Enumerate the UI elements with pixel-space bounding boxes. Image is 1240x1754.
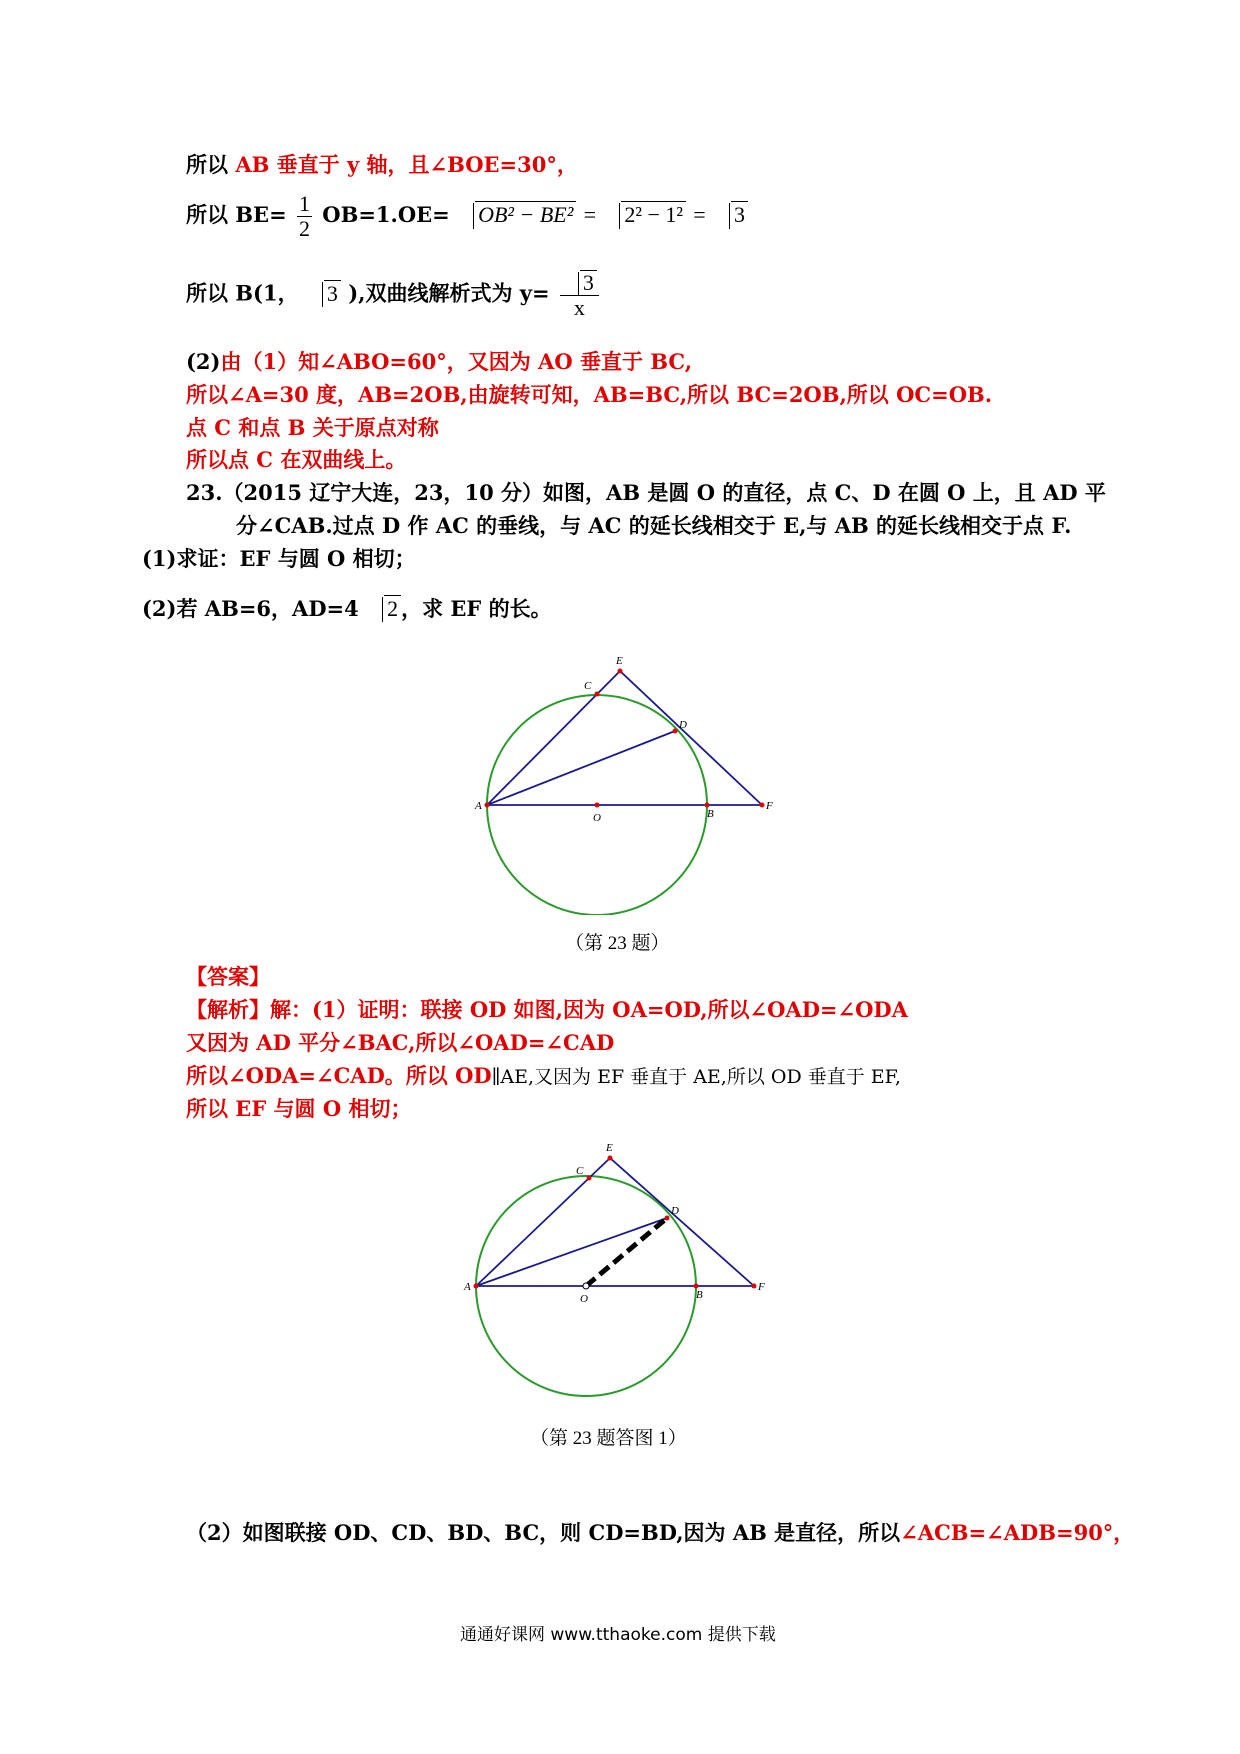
line-1-prefix: 所以 xyxy=(186,152,228,177)
analysis-line-4: 所以 EF 与圆 O 相切； xyxy=(186,1096,412,1121)
label-e-2: E xyxy=(606,1142,613,1154)
line-6: 点 C 和点 B 关于原点对称 xyxy=(186,415,439,440)
sqrt-2-ad-radicand: 2 xyxy=(384,595,401,622)
sqrt-num xyxy=(562,270,597,295)
label-a-2: A xyxy=(464,1281,471,1293)
problem-23-line-1: 23.（2015 辽宁大连，23，10 分）如图，AB 是圆 O 的直径，点 C、D 在圆 O 上，且 AD 平 xyxy=(186,480,1106,505)
fraction-hyperbola xyxy=(560,270,599,320)
point-o-2 xyxy=(583,1283,589,1289)
fraction-den: 2 xyxy=(298,216,310,242)
point-e xyxy=(618,669,623,674)
point-e-2 xyxy=(608,1156,613,1161)
label-b: B xyxy=(707,808,714,820)
point-a-2 xyxy=(474,1284,479,1289)
equals-2: = xyxy=(693,202,706,228)
point-a xyxy=(485,803,490,808)
problem-23-part-2 xyxy=(142,595,552,622)
line-2 xyxy=(186,192,748,241)
point-d xyxy=(673,729,678,734)
point-f xyxy=(760,803,765,808)
solution-part-2-plain: （2）如图联接 OD、CD、BD、BC，则 CD=BD,因为 AB 是直径，所以 xyxy=(186,1520,901,1545)
sqrt-2-ad xyxy=(366,595,401,622)
analysis-line-3-red: 所以∠ODA=∠CAD。所以 OD xyxy=(186,1063,492,1088)
segment-ae xyxy=(487,671,620,805)
label-f: F xyxy=(766,800,773,812)
analysis-line-1: 【解析】解：(1）证明：联接 OD 如图,因为 OA=OD,所以∠OAD=∠ODA xyxy=(186,997,908,1022)
label-b-2: B xyxy=(696,1289,703,1301)
point-b xyxy=(705,803,710,808)
fraction-num: 1 xyxy=(298,191,310,216)
figure-23-answer-1 xyxy=(456,1128,776,1408)
line-3-prefix: 所以 B(1， xyxy=(186,280,299,306)
line-3-mid: ),双曲线解析式为 y= xyxy=(348,280,550,306)
part-2-prefix: (2)若 AB=6，AD=4 xyxy=(142,596,359,621)
line-1-red: AB 垂直于 y 轴，且∠BOE=30°， xyxy=(235,152,578,177)
point-b-2 xyxy=(694,1284,699,1289)
sqrt-num-radicand: 3 xyxy=(580,270,597,295)
point-d-2 xyxy=(665,1216,670,1221)
footer-credit: 通通好课网 www.tthaoke.com 提供下载 xyxy=(460,1625,776,1645)
label-c-2: C xyxy=(576,1165,584,1177)
sqrt-3 xyxy=(713,201,748,228)
point-o xyxy=(595,803,600,808)
figure-23-caption: （第 23 题） xyxy=(565,933,670,954)
line-1 xyxy=(186,152,578,177)
figure-23 xyxy=(470,645,780,915)
point-c xyxy=(595,692,600,697)
segment-ad-2 xyxy=(476,1218,667,1286)
solution-part-2-red: ∠ACB=∠ADB=90°， xyxy=(900,1520,1135,1545)
figure-23-answer-caption: （第 23 题答图 1） xyxy=(530,1428,687,1449)
equals-1: = xyxy=(583,202,597,228)
line-2-prefix: 所以 BE= xyxy=(186,202,287,228)
line-5: 所以∠A=30 度，AB=2OB,由旋转可知，AB=BC,所以 BC=2OB,所以 OC=OB. xyxy=(186,382,993,407)
solution-part-2 xyxy=(186,1520,1134,1545)
sqrt-1-radicand: OB² − BE² xyxy=(475,201,576,228)
label-o-2: O xyxy=(580,1293,588,1305)
point-c-2 xyxy=(587,1176,592,1181)
sqrt-3-radicand: 3 xyxy=(731,201,748,228)
sqrt-b-radicand: 3 xyxy=(324,280,341,307)
sqrt-1 xyxy=(457,201,576,228)
label-a: A xyxy=(475,800,482,812)
segment-ef xyxy=(620,671,762,805)
line-3 xyxy=(186,270,602,320)
line-4-prefix: (2) xyxy=(186,349,221,374)
part-2-suffix: ，求 EF 的长。 xyxy=(401,596,552,621)
label-f-2: F xyxy=(758,1281,765,1293)
problem-23-part-1: (1)求证：EF 与圆 O 相切； xyxy=(142,546,416,571)
line-4-red: 由（1）知∠ABO=60°，又因为 AO 垂直于 BC, xyxy=(220,349,693,374)
analysis-line-3 xyxy=(186,1063,901,1089)
point-f-2 xyxy=(752,1284,757,1289)
fraction-hyperbola-den: x xyxy=(573,295,585,321)
fraction-hyperbola-num xyxy=(560,270,599,296)
label-d-2: D xyxy=(671,1205,679,1217)
line-7: 所以点 C 在双曲线上。 xyxy=(186,447,407,472)
analysis-line-2: 又因为 AD 平分∠BAC,所以∠OAD=∠CAD xyxy=(186,1030,615,1055)
problem-23-line-2: 分∠CAB.过点 D 作 AC 的垂线，与 AC 的延长线相交于 E,与 AB 的延长线相交于点 F. xyxy=(236,513,1072,538)
label-e: E xyxy=(616,655,623,667)
line-2-mid: OB=1.OE= xyxy=(322,202,450,228)
segment-ef-2 xyxy=(610,1158,754,1286)
label-c: C xyxy=(584,680,592,692)
line-4 xyxy=(186,349,692,374)
sqrt-2-radicand: 2² − 1² xyxy=(621,201,686,228)
segment-ad xyxy=(487,731,675,805)
label-d: D xyxy=(679,719,687,731)
sqrt-2 xyxy=(603,201,686,228)
segment-od-dashed xyxy=(586,1218,667,1286)
answer-heading: 【答案】 xyxy=(186,964,270,989)
analysis-line-3-plain: ∥AE,又因为 EF 垂直于 AE,所以 OD 垂直于 EF, xyxy=(491,1066,901,1088)
fraction-half xyxy=(297,192,312,241)
sqrt-b xyxy=(306,280,341,307)
label-o: O xyxy=(593,812,601,824)
